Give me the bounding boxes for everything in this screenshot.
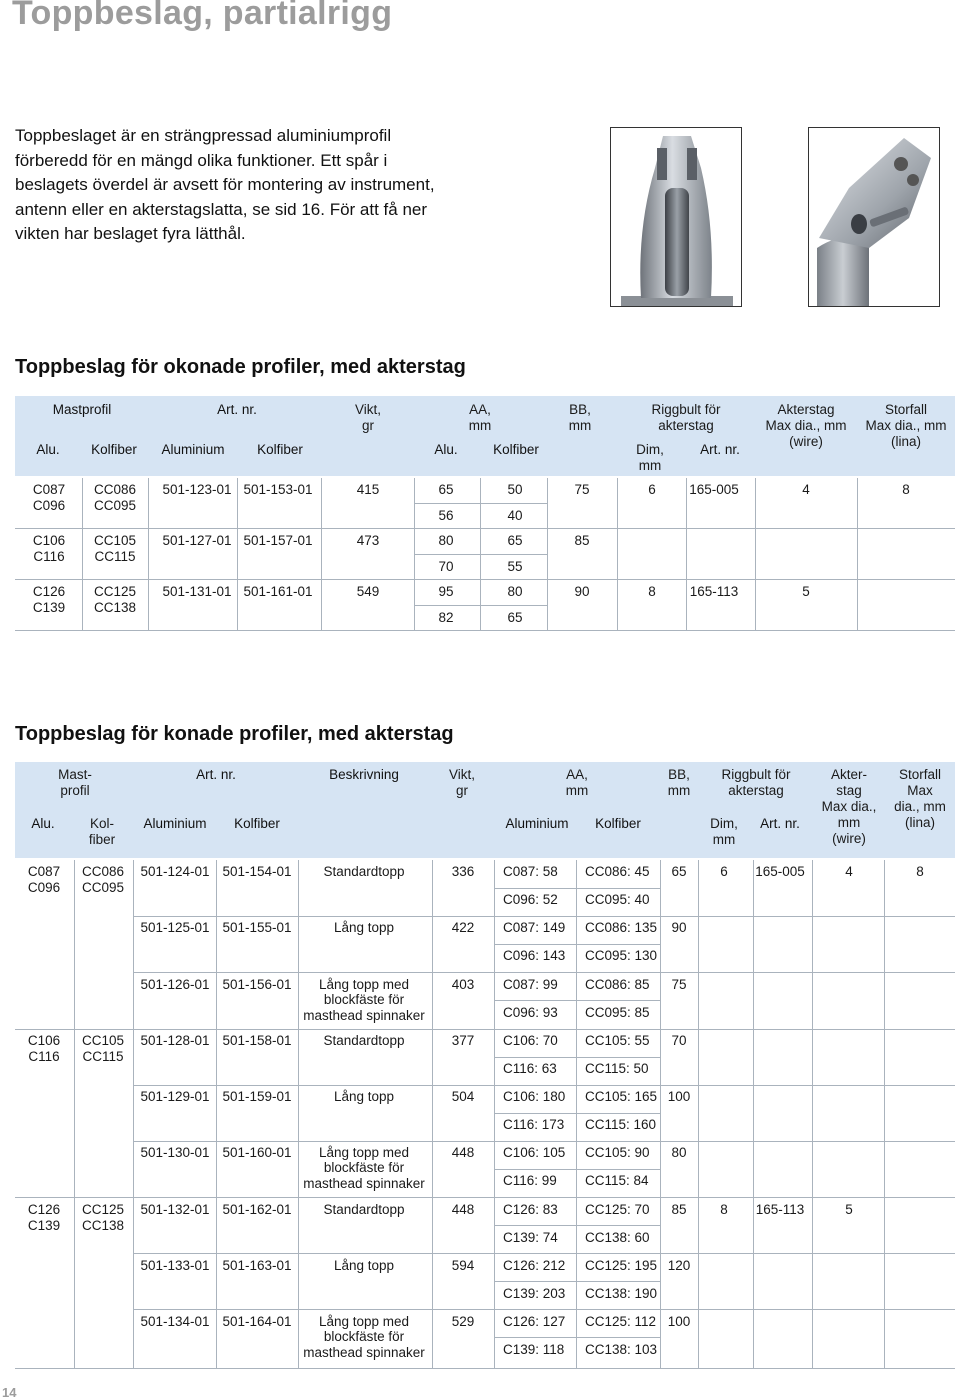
art-nr-aluminium: 501-126-01	[140, 977, 210, 992]
aa-aluminium-value: C096: 52	[503, 892, 558, 907]
table-vertical-rule	[686, 478, 687, 630]
header-storfall: dia., mm	[894, 799, 946, 814]
aa-aluminium-value: C116: 99	[503, 1173, 557, 1188]
table-horizontal-rule	[414, 605, 547, 606]
aa-aluminium-value: C087: 58	[503, 864, 558, 879]
aa-aluminium-value: C096: 143	[503, 948, 566, 963]
bb-value: 80	[671, 1145, 687, 1160]
vikt-value: 549	[356, 584, 380, 599]
beskrivning-value: Lång topp med	[318, 1314, 410, 1329]
header-bb: mm	[667, 783, 691, 798]
header-dim: mm	[712, 832, 736, 847]
bb-value: 75	[671, 977, 687, 992]
beskrivning-value: blockfäste för	[323, 1160, 405, 1176]
aa-aluminium-value: C139: 118	[503, 1342, 565, 1357]
profile-alu: C096	[27, 880, 61, 895]
profile-kolfiber: CC138	[81, 1218, 125, 1233]
intro-line: förberedd för en mängd olika funktioner. Ett spår i	[15, 150, 388, 170]
art-nr-aluminium: 501-127-01	[162, 533, 232, 548]
table-horizontal-rule	[15, 528, 955, 529]
page-title: Toppbeslag, partialrigg	[12, 0, 393, 32]
profile-kolfiber: CC105	[81, 1033, 125, 1048]
aa-aluminium-value: C087: 149	[503, 920, 566, 935]
beskrivning-value: Standardtopp	[323, 1033, 405, 1048]
header-aa: AA,	[469, 402, 491, 417]
header-aluminium: Aluminium	[161, 442, 225, 457]
aa-kolfiber-value: CC115: 50	[585, 1061, 649, 1076]
header-akterstag: mm	[837, 815, 861, 830]
art-nr-aluminium: 501-132-01	[140, 1202, 210, 1217]
page-number: 14	[2, 1385, 17, 1400]
table-vertical-rule	[812, 860, 813, 1368]
header-akterstag: Max dia.,	[821, 799, 877, 814]
table-vertical-rule	[216, 860, 217, 1368]
aa-kolfiber-value: CC125: 195	[585, 1258, 658, 1273]
aa-kolfiber-value: 50	[507, 482, 523, 497]
aa-aluminium-value: C096: 93	[503, 1005, 558, 1020]
beskrivning-value: Standardtopp	[323, 864, 405, 879]
dim-value: 8	[648, 584, 656, 599]
table-vertical-rule	[698, 860, 699, 1368]
product-photo-front	[610, 127, 742, 307]
header-dim: Dim,	[710, 816, 738, 831]
profile-kolfiber: CC115	[82, 1049, 124, 1064]
vikt-value: 422	[451, 920, 475, 935]
intro-line: antenn eller en akterstagslatta, se sid 16. För att få ner	[15, 199, 428, 219]
header-akterstag: (wire)	[789, 434, 823, 449]
header-riggbult: akterstag	[658, 418, 714, 433]
table-vertical-rule	[321, 478, 322, 630]
rigg-art-value: 165-113	[689, 584, 739, 599]
header-kolfiber-art: Kolfiber	[234, 816, 280, 831]
aa-kolfiber-value: CC095: 40	[585, 892, 650, 907]
table-vertical-rule	[547, 478, 548, 630]
aa-alu-value: 65	[438, 482, 454, 497]
aa-alu-value: 80	[438, 533, 454, 548]
table-vertical-rule	[148, 478, 149, 630]
profile-alu: C106	[32, 533, 66, 548]
header-alu: Alu.	[36, 442, 60, 457]
bb-value: 90	[574, 584, 590, 599]
header-bb: BB,	[569, 402, 591, 417]
header-storfall: Storfall	[898, 767, 942, 782]
bb-value: 120	[667, 1258, 691, 1273]
profile-alu: C116	[33, 549, 65, 564]
header-storfall: Storfall	[884, 402, 928, 417]
aa-kolfiber-value: CC105: 55	[585, 1033, 650, 1048]
header-aa: mm	[468, 418, 492, 433]
header-akterstag: Max dia., mm	[765, 418, 847, 433]
art-nr-kolfiber: 501-159-01	[222, 1089, 292, 1104]
beskrivning-value: masthead spinnaker	[303, 1175, 425, 1191]
header-kolfiber: Kolfiber	[91, 442, 137, 457]
table-horizontal-rule	[494, 1169, 660, 1170]
table-vertical-rule	[753, 860, 754, 1368]
table-horizontal-rule	[494, 944, 660, 945]
table-vertical-rule	[755, 478, 756, 630]
art-nr-kolfiber: 501-161-01	[243, 584, 313, 599]
vikt-value: 448	[451, 1145, 475, 1160]
art-nr-kolfiber: 501-158-01	[222, 1033, 292, 1048]
art-nr-aluminium: 501-124-01	[140, 864, 210, 879]
table-horizontal-rule	[133, 916, 955, 917]
aa-kolfiber-value: 55	[507, 559, 523, 574]
bb-value: 65	[671, 864, 687, 879]
dim-value: 6	[720, 864, 728, 879]
aa-kolfiber-value: CC138: 60	[585, 1230, 650, 1245]
header-aa: mm	[565, 783, 589, 798]
profile-alu: C139	[32, 600, 66, 615]
header-storfall: Max	[907, 783, 933, 798]
header-rigg-art: Art. nr.	[760, 816, 800, 831]
vikt-value: 504	[451, 1089, 475, 1104]
header-aa-alu: Alu.	[434, 442, 458, 457]
intro-line: beslagets överdel är avsett för montering av instrument,	[15, 175, 435, 194]
profile-alu: C116	[28, 1049, 60, 1064]
art-nr-aluminium: 501-129-01	[140, 1089, 210, 1104]
akterstag-value: 4	[845, 864, 853, 879]
art-nr-kolfiber: 501-153-01	[243, 482, 313, 497]
header-kolfiber-art: Kolfiber	[257, 442, 303, 457]
profile-kolfiber: CC125	[93, 584, 137, 599]
art-nr-aluminium: 501-128-01	[140, 1033, 210, 1048]
header-mastprofil: Mast-	[58, 767, 92, 782]
aa-kolfiber-value: CC086: 135	[585, 920, 658, 935]
vikt-value: 336	[451, 864, 475, 879]
header-alu: Alu.	[31, 816, 55, 831]
table-horizontal-rule	[15, 1029, 955, 1030]
header-akterstag: Akter-	[830, 767, 868, 782]
header-storfall: (lina)	[890, 434, 922, 449]
intro-text	[15, 124, 495, 247]
bb-value: 75	[574, 482, 590, 497]
table-horizontal-rule	[494, 1225, 660, 1226]
aa-kolfiber-value: CC125: 70	[585, 1202, 650, 1217]
intro-line: vikten har beslaget fyra lätthål.	[15, 224, 246, 243]
akterstag-value: 4	[802, 482, 810, 497]
header-art-nr: Art. nr.	[196, 767, 236, 782]
product-photo-side	[808, 127, 940, 307]
beskrivning-value: Standardtopp	[323, 1202, 405, 1217]
profile-kolfiber: CC138	[93, 600, 137, 615]
table-vertical-rule	[617, 478, 618, 630]
header-dim: Dim,	[636, 442, 664, 457]
table-vertical-rule	[857, 478, 858, 630]
header-vikt: gr	[361, 418, 375, 433]
profile-kolfiber: CC095	[81, 880, 125, 895]
aa-kolfiber-value: CC086: 85	[585, 977, 650, 992]
aa-kolfiber-value: 65	[507, 610, 523, 625]
table-horizontal-rule	[15, 1368, 955, 1369]
header-vikt: Vikt,	[448, 767, 476, 782]
aa-aluminium-value: C106: 180	[503, 1089, 566, 1104]
art-nr-aluminium: 501-123-01	[162, 482, 232, 497]
header-akterstag: Akterstag	[777, 402, 835, 417]
header-riggbult: akterstag	[728, 783, 784, 798]
table-horizontal-rule	[414, 554, 547, 555]
aa-aluminium-value: C139: 74	[503, 1230, 558, 1245]
aa-kolfiber-value: CC125: 112	[585, 1314, 657, 1329]
profile-alu: C087	[27, 864, 61, 879]
beskrivning-value: blockfäste för	[323, 992, 405, 1008]
vikt-value: 415	[356, 482, 380, 497]
table-horizontal-rule	[133, 972, 955, 973]
section-heading-konade: Toppbeslag för konade profiler, med akterstag	[15, 723, 454, 745]
dim-value: 6	[648, 482, 656, 497]
header-mastprofil: profil	[60, 783, 90, 798]
header-art-nr: Art. nr.	[217, 402, 257, 417]
header-aa: AA,	[566, 767, 588, 782]
storfall-value: 8	[916, 864, 924, 879]
header-bb: mm	[568, 418, 592, 433]
profile-alu: C126	[32, 584, 66, 599]
aa-alu-value: 70	[438, 559, 454, 574]
aa-alu-value: 56	[438, 508, 454, 523]
table-vertical-rule	[494, 860, 495, 1368]
table-horizontal-rule	[15, 1197, 955, 1198]
table-vertical-rule	[133, 860, 134, 1368]
header-aa-aluminium: Aluminium	[505, 816, 569, 831]
aa-kolfiber-value: CC095: 85	[585, 1005, 650, 1020]
header-dim: mm	[638, 458, 662, 473]
bb-value: 85	[574, 533, 590, 548]
aa-alu-value: 95	[438, 584, 454, 599]
table-horizontal-rule	[133, 1309, 955, 1310]
art-nr-aluminium: 501-131-01	[162, 584, 232, 599]
rigg-art-value: 165-005	[689, 482, 739, 497]
section-heading-okonade: Toppbeslag för okonade profiler, med akterstag	[15, 356, 466, 378]
header-bb: BB,	[668, 767, 690, 782]
aa-kolfiber-value: 80	[507, 584, 523, 599]
table-horizontal-rule	[414, 503, 547, 504]
header-mastprofil: Mastprofil	[52, 402, 112, 417]
header-vikt: gr	[455, 783, 469, 798]
art-nr-kolfiber: 501-160-01	[222, 1145, 292, 1160]
beskrivning-value: Lång topp med	[318, 977, 410, 992]
art-nr-kolfiber: 501-155-01	[222, 920, 292, 935]
profile-alu: C126	[27, 1202, 61, 1217]
vikt-value: 377	[451, 1033, 475, 1048]
beskrivning-value: Lång topp	[333, 1258, 395, 1273]
art-nr-kolfiber: 501-157-01	[243, 533, 313, 548]
beskrivning-value: Lång topp	[333, 1089, 395, 1104]
table-horizontal-rule	[494, 1337, 660, 1338]
beskrivning-value: blockfäste för	[323, 1329, 405, 1345]
table-horizontal-rule	[133, 1253, 955, 1254]
aa-aluminium-value: C106: 105	[503, 1145, 566, 1160]
beskrivning-value: masthead spinnaker	[303, 1344, 425, 1360]
header-riggbult: Riggbult för	[651, 402, 721, 417]
header-akterstag: stag	[836, 783, 862, 798]
art-nr-aluminium: 501-130-01	[140, 1145, 210, 1160]
table-vertical-rule	[884, 860, 885, 1368]
aa-kolfiber-value: CC086: 45	[585, 864, 650, 879]
aa-alu-value: 82	[438, 610, 454, 625]
aa-kolfiber-value: 65	[507, 533, 523, 548]
art-nr-aluminium: 501-133-01	[140, 1258, 210, 1273]
aa-aluminium-value: C106: 70	[503, 1033, 558, 1048]
table-horizontal-rule	[15, 630, 955, 631]
bb-value: 70	[671, 1033, 687, 1048]
table-horizontal-rule	[494, 1000, 660, 1001]
aa-kolfiber-value: CC105: 165	[585, 1089, 658, 1104]
art-nr-kolfiber: 501-156-01	[222, 977, 292, 992]
table-vertical-rule	[82, 478, 83, 630]
aa-kolfiber-value: 40	[507, 508, 523, 523]
table-vertical-rule	[237, 478, 238, 630]
akterstag-value: 5	[845, 1202, 853, 1217]
bb-value: 100	[667, 1314, 691, 1329]
aa-kolfiber-value: CC115: 160	[585, 1117, 657, 1132]
aa-aluminium-value: C126: 83	[503, 1202, 558, 1217]
header-storfall: Max dia., mm	[865, 418, 947, 433]
bb-value: 100	[667, 1089, 691, 1104]
profile-kolfiber: CC095	[93, 498, 137, 513]
intro-line: Toppbeslaget är en strängpressad aluminiumprofil	[15, 126, 392, 145]
header-kolfiber: fiber	[88, 832, 116, 847]
profile-alu: C139	[27, 1218, 61, 1233]
storfall-value: 8	[902, 482, 910, 497]
header-riggbult: Riggbult för	[721, 767, 791, 782]
profile-kolfiber: CC086	[93, 482, 137, 497]
header-beskrivning: Beskrivning	[329, 767, 399, 782]
header-kolfiber: Kol-	[89, 816, 115, 831]
vikt-value: 594	[451, 1258, 475, 1273]
vikt-value: 448	[451, 1202, 475, 1217]
aa-kolfiber-value: CC115: 84	[585, 1173, 649, 1188]
table-vertical-rule	[432, 860, 433, 1368]
vikt-value: 403	[451, 977, 475, 992]
bb-value: 90	[671, 920, 687, 935]
table-horizontal-rule	[494, 1281, 660, 1282]
profile-alu: C096	[32, 498, 66, 513]
header-aa-kolfiber: Kolfiber	[493, 442, 539, 457]
art-nr-kolfiber: 501-162-01	[222, 1202, 292, 1217]
beskrivning-value: Lång topp med	[318, 1145, 410, 1160]
table-header-band	[15, 762, 955, 858]
aa-kolfiber-value: CC138: 190	[585, 1286, 658, 1301]
table-vertical-rule	[74, 860, 75, 1368]
table-horizontal-rule	[494, 1057, 660, 1058]
art-nr-kolfiber: 501-154-01	[222, 864, 292, 879]
table-horizontal-rule	[494, 888, 660, 889]
profile-kolfiber: CC125	[81, 1202, 125, 1217]
vikt-value: 473	[356, 533, 380, 548]
table-horizontal-rule	[133, 1141, 955, 1142]
aa-kolfiber-value: CC105: 90	[585, 1145, 650, 1160]
table-vertical-rule	[576, 860, 577, 1368]
art-nr-kolfiber: 501-163-01	[222, 1258, 292, 1273]
rigg-art-value: 165-113	[755, 1202, 805, 1217]
beskrivning-value: masthead spinnaker	[303, 1007, 425, 1023]
akterstag-value: 5	[802, 584, 810, 599]
header-rigg-art: Art. nr.	[700, 442, 740, 457]
header-aluminium: Aluminium	[143, 816, 207, 831]
rigg-art-value: 165-005	[755, 864, 805, 879]
aa-aluminium-value: C116: 63	[503, 1061, 557, 1076]
header-aa-kolfiber: Kolfiber	[595, 816, 641, 831]
table-vertical-rule	[660, 860, 661, 1368]
header-storfall: (lina)	[904, 815, 936, 830]
aa-kolfiber-value: CC095: 130	[585, 948, 658, 963]
profile-kolfiber: CC086	[81, 864, 125, 879]
table-horizontal-rule	[15, 579, 955, 580]
table-horizontal-rule	[494, 1113, 660, 1114]
aa-aluminium-value: C126: 212	[503, 1258, 566, 1273]
profile-alu: C106	[27, 1033, 61, 1048]
header-vikt: Vikt,	[354, 402, 382, 417]
aa-aluminium-value: C126: 127	[503, 1314, 566, 1329]
table-horizontal-rule	[133, 1085, 955, 1086]
aa-aluminium-value: C116: 173	[503, 1117, 565, 1132]
dim-value: 8	[720, 1202, 728, 1217]
vikt-value: 529	[451, 1314, 475, 1329]
profile-kolfiber: CC115	[94, 549, 136, 564]
profile-alu: C087	[32, 482, 66, 497]
aa-aluminium-value: C139: 203	[503, 1286, 566, 1301]
aa-aluminium-value: C087: 99	[503, 977, 558, 992]
art-nr-aluminium: 501-134-01	[140, 1314, 210, 1329]
profile-kolfiber: CC105	[93, 533, 137, 548]
header-akterstag: (wire)	[832, 831, 866, 846]
beskrivning-value: Lång topp	[333, 920, 395, 935]
aa-kolfiber-value: CC138: 103	[585, 1342, 658, 1357]
table-vertical-rule	[298, 860, 299, 1368]
art-nr-aluminium: 501-125-01	[140, 920, 210, 935]
bb-value: 85	[671, 1202, 687, 1217]
art-nr-kolfiber: 501-164-01	[222, 1314, 292, 1329]
